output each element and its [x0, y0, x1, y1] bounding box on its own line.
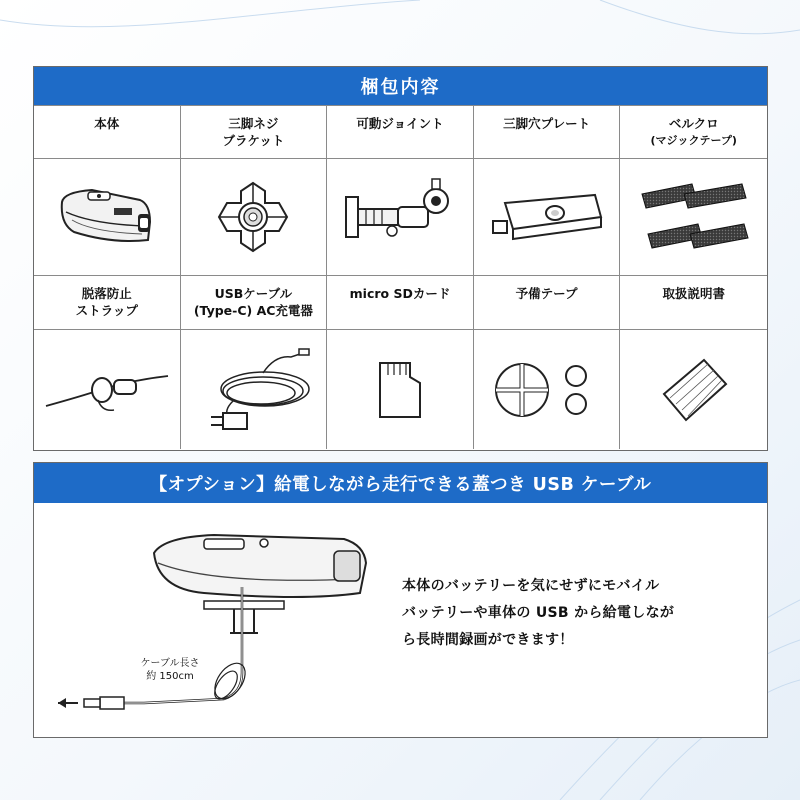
option-description-line3: ら長時間録画ができます！ — [402, 632, 574, 648]
item-label-movable-joint: 可動ジョイント — [327, 105, 474, 158]
movable-joint-icon — [340, 177, 460, 257]
item-image-body — [34, 158, 181, 275]
tripod-bracket-icon — [213, 177, 293, 257]
option-description-line2: バッテリーや車体の USB から給電しなが — [402, 605, 675, 621]
tripod-plate-icon — [487, 177, 607, 257]
cable-length-label-line2: 約 150cm — [146, 671, 194, 682]
item-image-safety-strap — [34, 329, 181, 449]
camera-body-icon — [52, 182, 162, 252]
package-contents-panel — [33, 66, 768, 451]
option-description-line1: 本体のバッテリーを気にせずにモバイル — [402, 578, 660, 594]
manual-icon — [654, 350, 734, 430]
package-contents-grid — [34, 105, 767, 449]
item-image-spare-tape — [474, 329, 621, 449]
item-image-micro-sd — [327, 329, 474, 449]
spare-tape-icon — [492, 350, 602, 430]
cable-length-label-line1: ケーブル長さ — [140, 658, 200, 669]
usb-cable-charger-icon — [193, 345, 313, 435]
item-label-tripod-plate: 三脚穴プレート — [474, 105, 621, 158]
option-panel — [33, 462, 768, 738]
safety-strap-icon — [42, 360, 172, 420]
item-label-tripod-bracket: 三脚ネジ ブラケット — [181, 105, 328, 158]
micro-sd-card-icon — [370, 355, 430, 425]
item-image-manual — [620, 329, 767, 449]
option-title: 【オプション】給電しながら走行できる蓋つき USB ケーブル — [34, 463, 767, 503]
item-label-micro-sd: micro SDカード — [327, 275, 474, 329]
item-image-usb-cable — [181, 329, 328, 449]
cable-length-label — [120, 657, 220, 683]
item-image-tripod-plate — [474, 158, 621, 275]
item-label-velcro: ベルクロ (マジックテープ) — [620, 105, 767, 158]
usb-cable-camera-illustration — [54, 523, 384, 733]
velcro-icon — [634, 172, 754, 262]
item-label-spare-tape: 予備テープ — [474, 275, 621, 329]
item-image-tripod-bracket — [181, 158, 328, 275]
package-contents-title: 梱包内容 — [34, 67, 767, 105]
item-label-usb-cable: USBケーブル (Type-C) AC充電器 — [181, 275, 328, 329]
item-label-safety-strap: 脱落防止 ストラップ — [34, 275, 181, 329]
option-description — [402, 573, 747, 654]
item-label-manual: 取扱説明書 — [620, 275, 767, 329]
item-label-body: 本体 — [34, 105, 181, 158]
item-image-movable-joint — [327, 158, 474, 275]
item-sublabel-velcro: (マジックテープ) — [650, 134, 737, 147]
item-image-velcro — [620, 158, 767, 275]
